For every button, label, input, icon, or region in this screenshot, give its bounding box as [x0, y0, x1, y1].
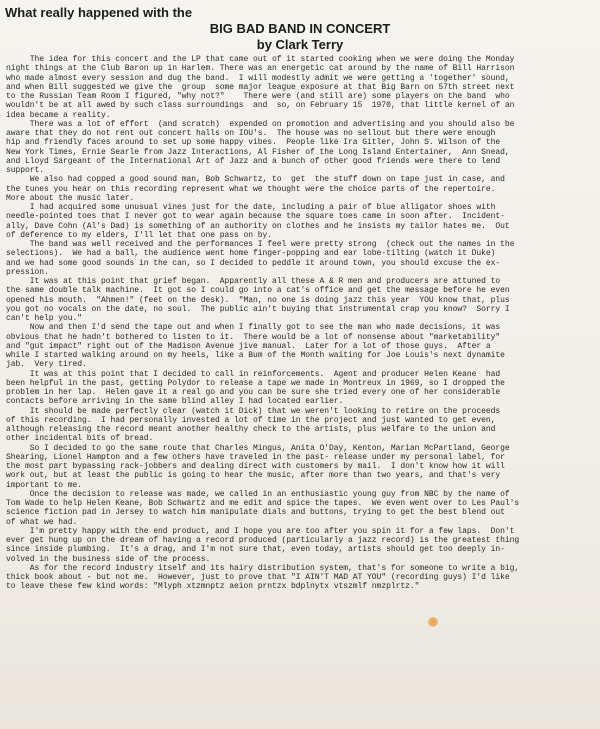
body-line: other incidental bits of bread. — [6, 434, 154, 444]
body-line: since inside plumbing. It's a drag, and I'm not sure that, even today, artists should get too deeply in- — [6, 545, 505, 555]
body-line: wouldn't be at all awed by such class surroundings and so, on February 15 1970, that little kernel of an — [6, 101, 515, 111]
body-line: of what we had. — [6, 517, 78, 527]
body-line: More about the music later. — [6, 193, 135, 203]
body-line: So I decided to go the same route that Charles Mingus, Anita O'Day, Kenton, Marian McPartland, George — [6, 443, 510, 453]
article-body — [6, 55, 592, 592]
body-line: Once the decision to release was made, we called in an enthusiastic young guy from NBC by the name of — [6, 489, 510, 499]
body-line: been helpful in the past, getting Polydor to release a tape we made in Montreux in 1969, so I dropped the — [6, 378, 505, 388]
body-line: contacts before arriving in the same blind alley I had located earlier. — [6, 397, 344, 407]
body-line: while I started walking around on my heels, like a Bum of the Month waiting for Joe Louis's next dynamite — [6, 351, 505, 360]
body-line: and we had some good sounds in the can, so I decided to peddle it around town, you should excuse the ex- — [6, 258, 501, 268]
body-line: ever get hung up on the dream of having a record produced (particularly a jazz record) is the greatest thing — [6, 536, 520, 545]
body-line: Tom Wade to help Helen Keane, Bob Schwartz and me edit and spice the tapes. We even went over to Les Paul's — [6, 499, 520, 508]
body-line: science fiction pad in Jersey to watch him manipulate dials and buttons, trying to get the best blend out — [6, 508, 505, 518]
body-line: work out, but at least the public is going to hear the music, after more than two years, and that's very — [6, 471, 501, 481]
coffee-stain — [428, 617, 438, 627]
body-line: There was a lot of effort (and scratch) expended on promotion and advertising and you should also be — [6, 119, 515, 129]
body-line: the tunes you hear on this recording represent what we thought were the choice parts of the repertoire. — [6, 184, 496, 194]
body-line: The idea for this concert and the LP that came out of it started cooking when we were doing the Monday — [6, 55, 515, 64]
body-line: As for the record industry itself and its hairy distribution system, that's for someone to write a big, — [6, 563, 520, 573]
body-line: New York Times, Ernie Searle from Jazz Interactions, Al Fisher of the Long Island Entertainer, Ann Snead, — [6, 147, 510, 157]
body-line: you got no vocals on the date, no soul. The public ain't buying that instrumental crap you know? Sorry I — [6, 304, 510, 314]
body-line: of this recording. I had personally invested a lot of time in the project and just wanted to get even, — [6, 415, 496, 425]
body-line: opened his mouth. "Ahmen!" (feet on the desk). "Man, no one is doing jazz this year YOU know that, plus — [6, 295, 510, 305]
body-line: It was at this point that I decided to call in reinforcements. Agent and producer Helen Keane had — [6, 369, 501, 379]
body-line: thick book about - but not me. However, just to prove that "I AIN'T MAD AT YOU" (recording guys) I'd like — [6, 573, 510, 582]
body-line: It was at this point that grief began. Apparently all these A & R men and producers are attuned to — [6, 277, 501, 286]
body-line: pression. — [6, 267, 49, 277]
body-line: Now and then I'd send the tape out and when I finally got to see the man who made decisions, it was — [6, 323, 501, 333]
body-line: obvious that he hadn't bothered to listen to it. There would be a lot of nonsense about "marketability" — [6, 332, 501, 342]
body-line: ally, Dave Cohn (Al's Dad) is something of an authority on clothes and he insists my tailor hates me. Out — [6, 221, 510, 231]
body-line: and "gut impact" right out of the Madison Avenue jive manual. Later for a lot of those guys. After a — [6, 341, 491, 351]
body-line: support. — [6, 166, 45, 175]
body-line: although releasing the record meant another healthy check to the artists, plus welfare to the union and — [6, 425, 496, 434]
body-line: Shearing, Lionel Hampton and a few others have traveled in the past- release under my personal label, for — [6, 452, 505, 462]
kicker-heading: What really happened with the — [5, 5, 193, 20]
body-line: the most part bypassing rack-jobbers and dealing direct with customers by mail. I don't know how it will — [6, 462, 505, 471]
body-line: who made almost every session and dug the band. I will modestly admit we were getting a 'together' sound, — [6, 73, 510, 83]
body-line: to leave these few kind words: "Mlyph xtzmnptz aeion prntzx bdplnytx vtszmlf nmzplrtz." — [6, 582, 420, 592]
body-line: I'm pretty happy with the end product, and I hope you are too after you spin it for a few laps. Don't — [6, 526, 515, 536]
body-line: idea became a reality. — [6, 110, 111, 120]
body-line: the same double talk machine. It got so I could go into a cat's office and get the message before he even — [6, 286, 510, 296]
body-line: can't help you." — [6, 314, 83, 323]
body-line: to the Russian Team Room I figured, "why not?" There were (and still are) some players on the band who — [6, 92, 510, 101]
body-line: We also had copped a good sound man, Bob Schwartz, to get the stuff down on tape just in case, and — [6, 175, 505, 185]
byline: by Clark Terry — [256, 37, 344, 52]
body-line: and when Bill suggested we give the group some major league exposure at that Big Barn on 57th street next — [6, 82, 515, 92]
body-line: I had acquired some unusual vines just for the date, including a pair of blue alligator shoes with — [6, 203, 496, 212]
body-line: night things at the Club Baron up in Harlem. There was an energetic cat around by the name of Bill Harrison — [6, 64, 515, 74]
body-line: problem in her lap. Helen gave it a real go and you can be sure she tried every one of her considerable — [6, 388, 501, 397]
body-line: selections). We had a ball, the audience went home finger-popping and ear lobe-tilting (watch it Duke) — [6, 249, 496, 259]
body-line: and Lloyd Sargeant of the International Art of Jazz and a bunch of other good friends were there to lend — [6, 156, 501, 166]
body-line: hip and friendly faces around to set up some happy vibes. People like Ira Gitler, John S. Wilson of the — [6, 138, 501, 148]
body-line: volved in the business side of the process. — [6, 554, 211, 564]
body-line: of deference to my elders, I'll let that one pass on by. — [6, 230, 273, 240]
body-line: important to me. — [6, 480, 83, 490]
body-line: The band was well received and the performances I feel were pretty strong (check out the names in the — [6, 240, 515, 249]
body-line: jab. Very tired. — [6, 360, 87, 370]
body-line: needle-pointed toes that I never got to wear again because the square toes came in soon after. Incident- — [6, 212, 505, 222]
body-line: aware that they do not rent out concert halls on IOU's. The house was no sellout but there were enough — [6, 129, 496, 138]
body-line: It should be made perfectly clear (watch it Dick) that we weren't looking to retire on the proceeds — [6, 406, 501, 416]
document-title: BIG BAD BAND IN CONCERT — [209, 21, 391, 36]
